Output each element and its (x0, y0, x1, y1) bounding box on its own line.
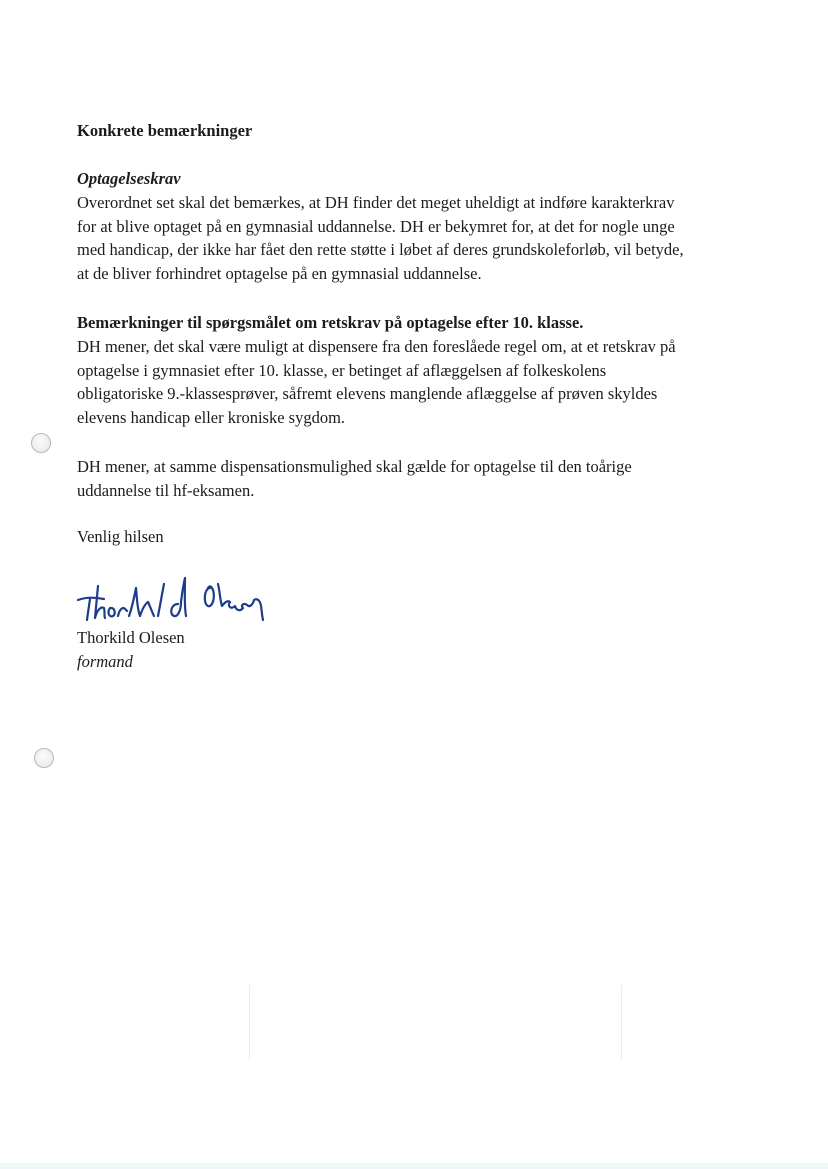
signatory-name: Thorkild Olesen (77, 628, 185, 647)
paragraph-line: optagelse i gymnasiet efter 10. klasse, er betinget af aflæggelsen af folkeskolens (77, 360, 607, 380)
punch-hole-mark (34, 748, 54, 768)
handwritten-signature (74, 572, 274, 630)
section-heading: Konkrete bemærkninger (77, 121, 253, 140)
closing-greeting: Venlig hilsen (77, 527, 164, 546)
scan-edge-strip (0, 1163, 828, 1169)
paragraph-line: obligatoriske 9.-klassesprøver, såfremt elevens manglende aflæggelse af prøven skyldes (77, 384, 658, 403)
paragraph-line: Overordnet set skal det bemærkes, at DH finder det meget uheldigt at indføre karakterkrav (77, 193, 675, 212)
subheading-optagelseskrav: Optagelseskrav (77, 169, 181, 188)
paragraph-line: for at blive optaget på en gymnasial uddannelse. DH er bekymret for, at det for nogle unge (77, 216, 675, 236)
paragraph-dispensation (77, 455, 757, 502)
paragraph-line: med handicap, der ikke har fået den rette støtte i løbet af deres grundskoleforløb, vil betyde, (77, 240, 684, 259)
paragraph-line: DH mener, det skal være muligt at dispensere fra den foreslåede regel om, at et retskrav på (77, 337, 676, 356)
scan-artifact-line (249, 985, 250, 1060)
paragraph-line: elevens handicap eller kroniske sygdom. (77, 407, 346, 427)
paragraph-line: at de bliver forhindret optagelse på en gymnasial uddannelse. (77, 263, 482, 283)
scan-artifact-line (621, 985, 622, 1060)
signatory-title: formand (77, 652, 133, 671)
paragraph-retskrav (77, 335, 757, 429)
paragraph-optagelseskrav (77, 191, 757, 285)
punch-hole-mark (31, 433, 51, 453)
paragraph-line: uddannelse til hf-eksamen. (77, 480, 255, 500)
paragraph-line: DH mener, at samme dispensationsmulighed skal gælde for optagelse til den toårige (77, 457, 632, 476)
subheading-retskrav: Bemærkninger til spørgsmålet om retskrav på optagelse efter 10. klasse. (77, 313, 584, 332)
